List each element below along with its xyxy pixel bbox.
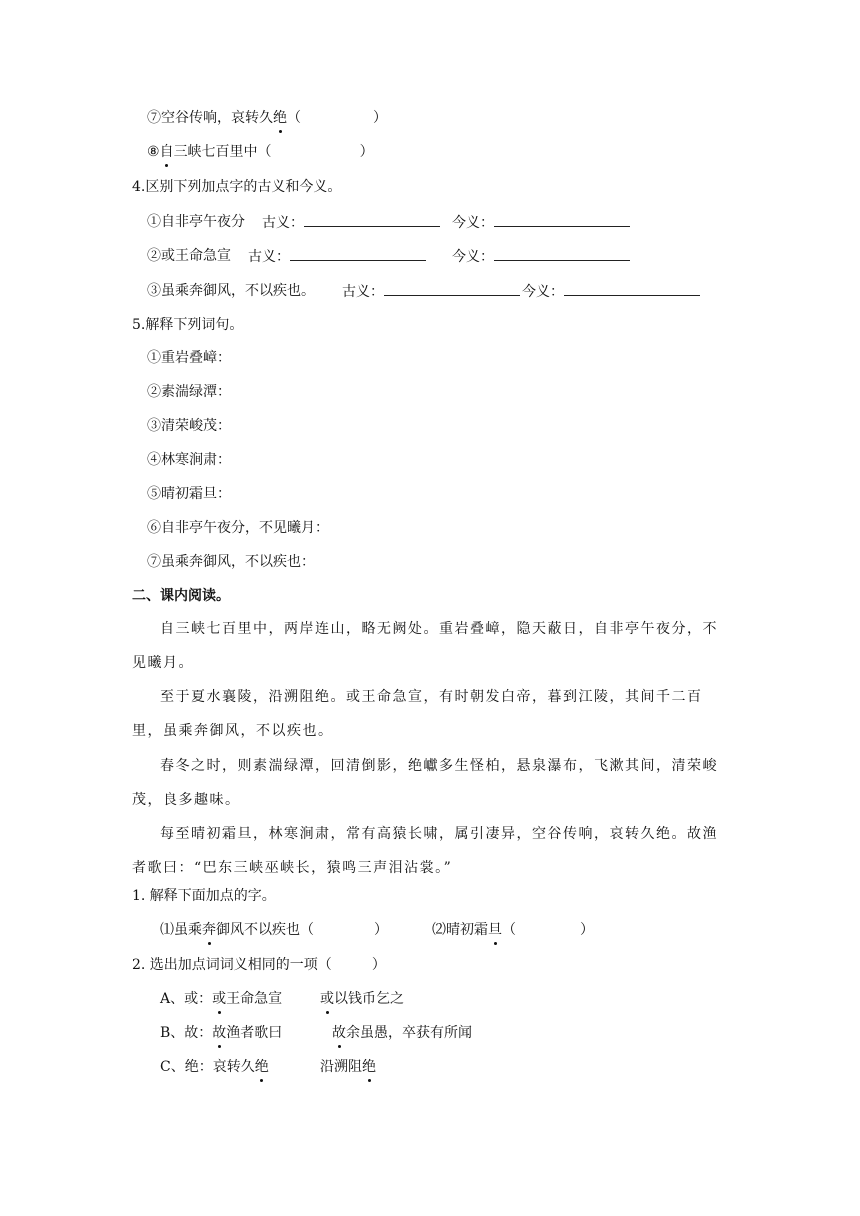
gu-label: 古义： <box>262 215 304 231</box>
question-text: 2. 选出加点词词义相同的一项（ <box>132 957 332 973</box>
s4-item-3 <box>147 281 315 301</box>
s4-item-2 <box>147 246 231 266</box>
s5-item-6: ⑥自非亭午夜分，不见曦月： <box>147 520 329 536</box>
item-text: ⑦空谷传响，哀转久 <box>147 110 273 126</box>
paren-open: （ <box>502 922 516 938</box>
answer-blank[interactable] <box>494 212 630 227</box>
s4-item-2-jin <box>452 246 630 266</box>
s4-item-2-gu <box>248 246 426 266</box>
item-7 <box>147 108 387 128</box>
s4-item-1-gu <box>262 212 440 232</box>
paren-close: ） <box>371 957 386 973</box>
gu-label: 古义： <box>342 284 384 300</box>
jin-label: 今义： <box>452 215 494 231</box>
paren-close: ） <box>580 922 594 938</box>
s5-item-1: ①重岩叠嶂： <box>147 350 231 366</box>
option-c <box>160 1057 269 1077</box>
question-1a <box>160 920 388 940</box>
s4-item-3-jin <box>522 281 700 301</box>
option-text: 王命急宣 <box>226 991 283 1007</box>
item-text: ⑵晴初霜 <box>432 922 488 938</box>
s5-item-3: ③清荣峻茂： <box>147 418 231 434</box>
dotted-char: 或 <box>320 991 334 1007</box>
option-b-compare <box>332 1023 472 1043</box>
item-text: ①自非亭午夜分 <box>147 214 245 230</box>
paren-close: ） <box>359 144 374 160</box>
dotted-char: 故 <box>212 1025 227 1041</box>
item-text: 御风不以疾也（ <box>216 922 314 938</box>
dotted-char: 旦 <box>488 922 502 938</box>
option-text: 以钱币乞之 <box>334 991 404 1007</box>
option-a <box>160 989 282 1009</box>
passage-paragraph-4: 每至晴初霜旦，林寒涧肃，常有高猿长啸，属引凄异，空谷传响，哀转久绝。故渔者歌曰：“巴东三峡巫峡长，猿鸣三声泪沾裳。” <box>132 826 718 876</box>
section-4-title: 4.区别下列加点字的古义和今义。 <box>132 179 342 195</box>
option-c-compare <box>320 1057 376 1077</box>
item-8 <box>147 142 374 162</box>
s4-item-1-jin <box>452 212 630 232</box>
item-text: ⑴虽乘 <box>160 922 202 938</box>
answer-blank[interactable] <box>494 246 630 261</box>
s4-item-1 <box>147 212 245 232</box>
item-text: 三峡七百里中（ <box>173 144 272 160</box>
s5-item-5: ⑤晴初霜旦： <box>147 486 231 502</box>
passage-paragraph-2: 至于夏水襄陵，沿溯阻绝。或王命急宣，有时朝发白帝，暮到江陵，其间千二百里，虽乘奔御风，不以疾也。 <box>132 689 703 739</box>
option-text: 渔者歌曰 <box>226 1025 283 1041</box>
answer-blank[interactable] <box>564 281 700 296</box>
reading-heading: 二、课内阅读。 <box>132 588 230 604</box>
answer-blank[interactable] <box>384 281 520 296</box>
option-text: 沿溯阻 <box>320 1059 362 1075</box>
option-text: 哀转久 <box>212 1059 255 1075</box>
item-text: ③虽乘奔御风，不以疾也。 <box>147 283 315 299</box>
jin-label: 今义： <box>452 249 494 265</box>
paren-open: （ <box>287 110 301 126</box>
paren-close: ） <box>374 922 388 938</box>
dotted-char: 绝 <box>362 1059 376 1075</box>
dotted-char: 绝 <box>254 1059 269 1075</box>
s5-item-2: ②素湍绿潭： <box>147 384 231 400</box>
item-number: ⑧ <box>147 144 160 160</box>
answer-blank[interactable] <box>304 212 440 227</box>
option-text: 余虽愚，卒获有所闻 <box>346 1025 472 1041</box>
option-a-compare <box>320 989 404 1009</box>
s4-item-3-gu <box>342 281 520 301</box>
jin-label: 今义： <box>522 284 564 300</box>
question-1b <box>432 920 594 940</box>
option-label: A、或： <box>160 991 213 1007</box>
item-text: ②或王命急宣 <box>147 248 231 264</box>
option-b <box>160 1023 282 1043</box>
passage-paragraph-1: 自三峡七百里中，两岸连山，略无阙处。重岩叠嶂，隐天蔽日，自非亭午夜分，不见曦月。 <box>132 621 718 671</box>
s5-item-7: ⑦虽乘奔御风，不以疾也： <box>147 554 315 570</box>
s5-item-4: ④林寒涧肃： <box>147 452 231 468</box>
passage-paragraph-3: 春冬之时，则素湍绿潭，回清倒影，绝巘多生怪柏，悬泉瀑布，飞漱其间，清荣峻茂，良多趣味。 <box>132 758 718 808</box>
dotted-char: 绝 <box>273 110 287 126</box>
answer-blank[interactable] <box>290 246 426 261</box>
option-label: C、绝： <box>160 1059 213 1075</box>
question-1-title: 1. 解释下面加点的字。 <box>132 888 276 904</box>
section-5-title: 5.解释下列词句。 <box>132 317 244 333</box>
dotted-char: 自 <box>159 144 174 160</box>
dotted-char: 故 <box>332 1025 346 1041</box>
option-label: B、故： <box>160 1025 213 1041</box>
question-2-title <box>132 955 386 975</box>
dotted-char: 或 <box>212 991 227 1007</box>
paren-close: ） <box>373 110 387 126</box>
gu-label: 古义： <box>248 249 290 265</box>
dotted-char: 奔 <box>202 922 216 938</box>
